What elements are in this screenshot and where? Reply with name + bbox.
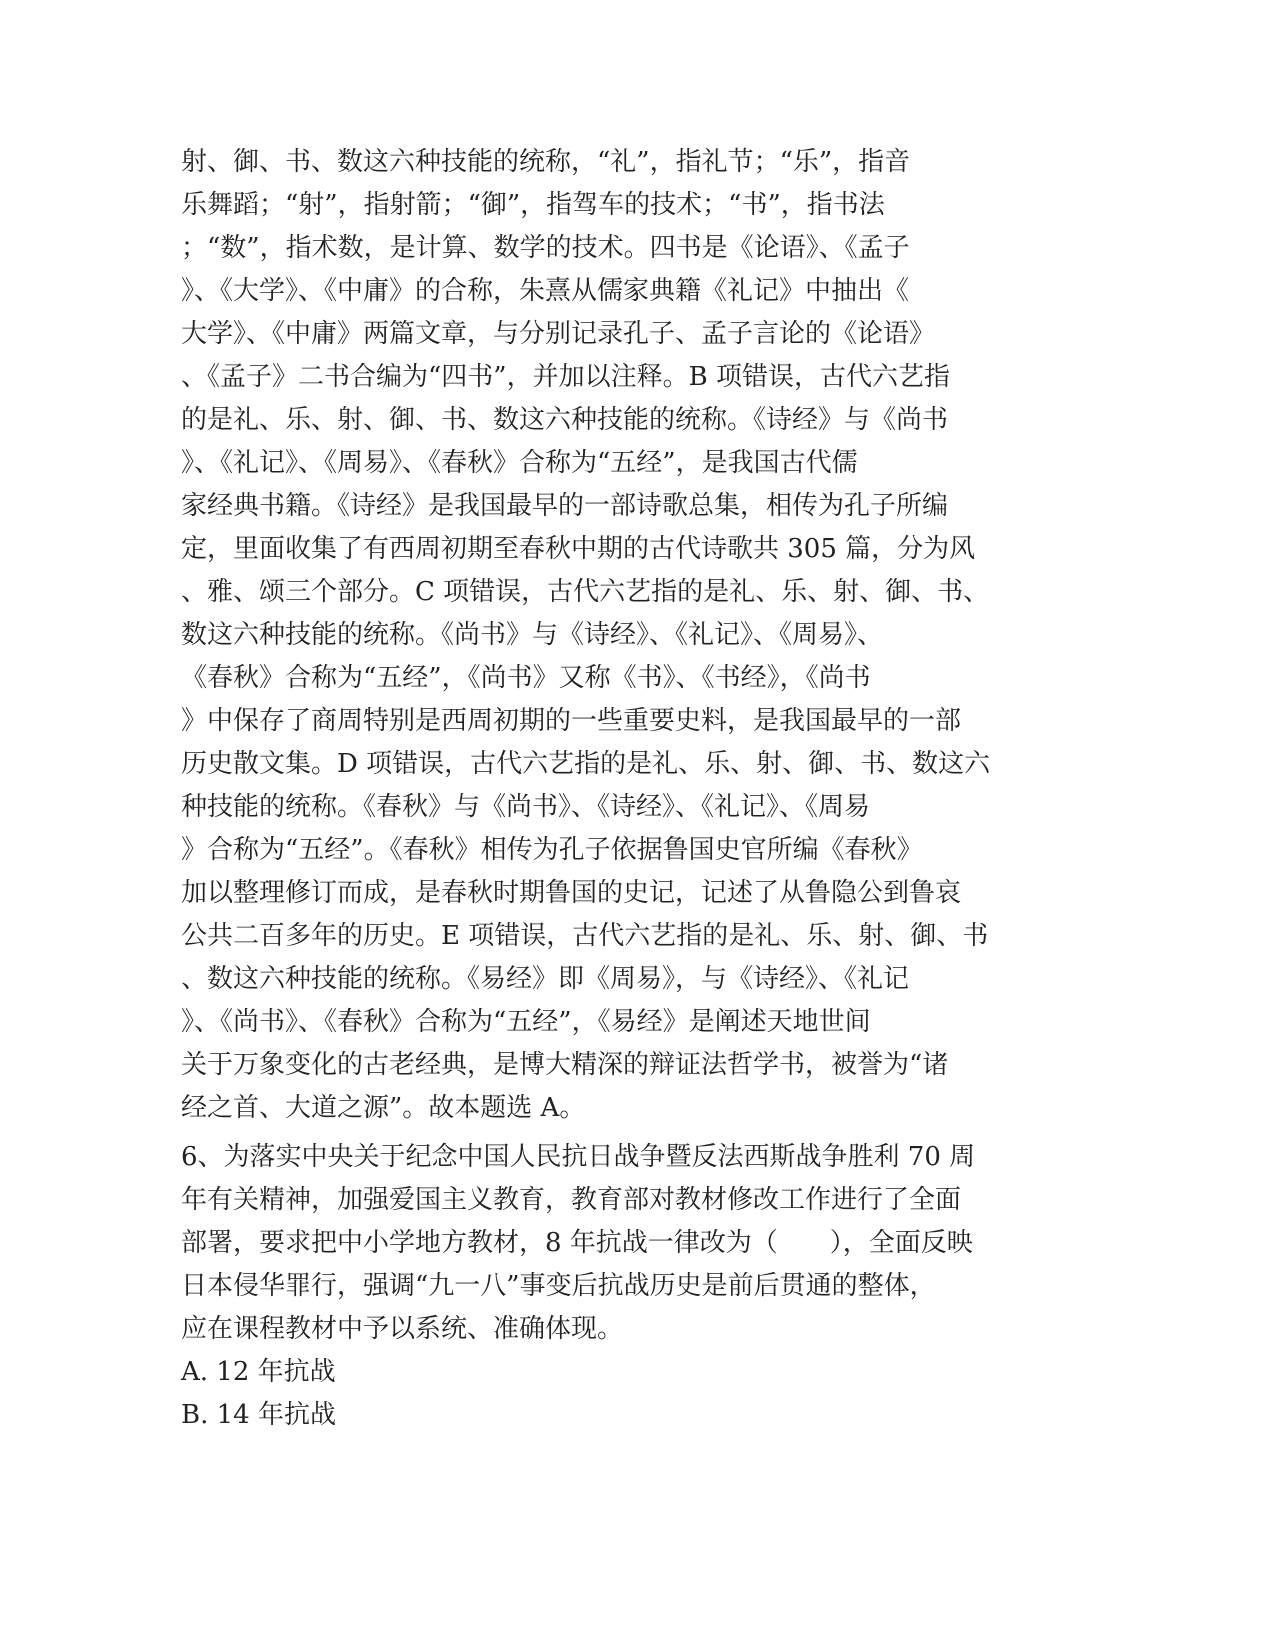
text-line: 乐舞蹈；“射”，指射箭；“御”，指驾车的技术；“书”，指书法 xyxy=(181,190,885,220)
text-line: ；“数”，指术数，是计算、数学的技术。四书是《论语》、《孟子 xyxy=(181,233,910,263)
option-b: B. 14 年抗战 xyxy=(181,1400,336,1430)
text-line: 》、《大学》、《中庸》的合称，朱熹从儒家典籍《礼记》中抽出《 xyxy=(181,276,910,306)
question-6 xyxy=(181,1136,1041,1437)
text-line: 》、《尚书》、《春秋》合称为“五经”，《易经》是阐述天地世间 xyxy=(181,1007,871,1037)
text-line: 》中保存了商周特别是西周初期的一些重要史料，是我国最早的一部 xyxy=(181,706,962,736)
text-line: 定，里面收集了有西周初期至春秋中期的古代诗歌共 305 篇，分为风 xyxy=(181,534,976,564)
text-line: 加以整理修订而成，是春秋时期鲁国的史记，记述了从鲁隐公到鲁哀 xyxy=(181,878,962,908)
text-line: 大学》、《中庸》两篇文章，与分别记录孔子、孟子言论的《论语》 xyxy=(181,319,936,349)
question-stem-line: 部署，要求把中小学地方教材，8 年抗战一律改为（ ），全面反映 xyxy=(181,1228,973,1258)
explanation-paragraph xyxy=(181,141,1041,1130)
text-line: 种技能的统称。《春秋》与《尚书》、《诗经》、《礼记》、《周易 xyxy=(181,792,871,822)
question-stem-line: 年有关精神，加强爱国主义教育，教育部对教材修改工作进行了全面 xyxy=(181,1185,962,1215)
text-line: 射、御、书、数这六种技能的统称，“礼”，指礼节；“乐”，指音 xyxy=(181,147,911,177)
text-line: 的是礼、乐、射、御、书、数这六种技能的统称。《诗经》与《尚书 xyxy=(181,405,949,435)
text-line: 》合称为“五经”。《春秋》相传为孔子依据鲁国史官所编《春秋》 xyxy=(181,835,923,865)
text-line: 《春秋》合称为“五经”，《尚书》又称《书》、《书经》，《尚书 xyxy=(181,663,871,693)
text-line: 历史散文集。D 项错误，古代六艺指的是礼、乐、射、御、书、数这六 xyxy=(181,749,991,779)
question-stem-line: 日本侵华罪行，强调“九一八”事变后抗战历史是前后贯通的整体， xyxy=(181,1271,936,1301)
text-line: 、雅、颂三个部分。C 项错误，古代六艺指的是礼、乐、射、御、书、 xyxy=(181,577,990,607)
text-line: 关于万象变化的古老经典，是博大精深的辩证法哲学书，被誉为“诸 xyxy=(181,1050,949,1080)
text-line: 经之首、大道之源”。故本题选 A。 xyxy=(181,1093,586,1123)
text-line: 、《孟子》二书合编为“四书”，并加以注释。B 项错误，古代六艺指 xyxy=(181,362,950,392)
text-line: 公共二百多年的历史。E 项错误，古代六艺指的是礼、乐、射、御、书 xyxy=(181,921,989,951)
option-a: A. 12 年抗战 xyxy=(181,1357,336,1387)
question-stem-line: 应在课程教材中予以系统、准确体现。 xyxy=(181,1314,624,1344)
text-line: 数这六种技能的统称。《尚书》与《诗经》、《礼记》、《周易》、 xyxy=(181,620,884,650)
text-line: 、数这六种技能的统称。《易经》即《周易》，与《诗经》、《礼记 xyxy=(181,964,910,994)
text-line: 》、《礼记》、《周易》、《春秋》合称为“五经”，是我国古代儒 xyxy=(181,448,858,478)
text-line: 家经典书籍。《诗经》是我国最早的一部诗歌总集，相传为孔子所编 xyxy=(181,491,949,521)
question-stem-line: 6、为落实中央关于纪念中国人民抗日战争暨反法西斯战争胜利 70 周 xyxy=(181,1142,976,1172)
